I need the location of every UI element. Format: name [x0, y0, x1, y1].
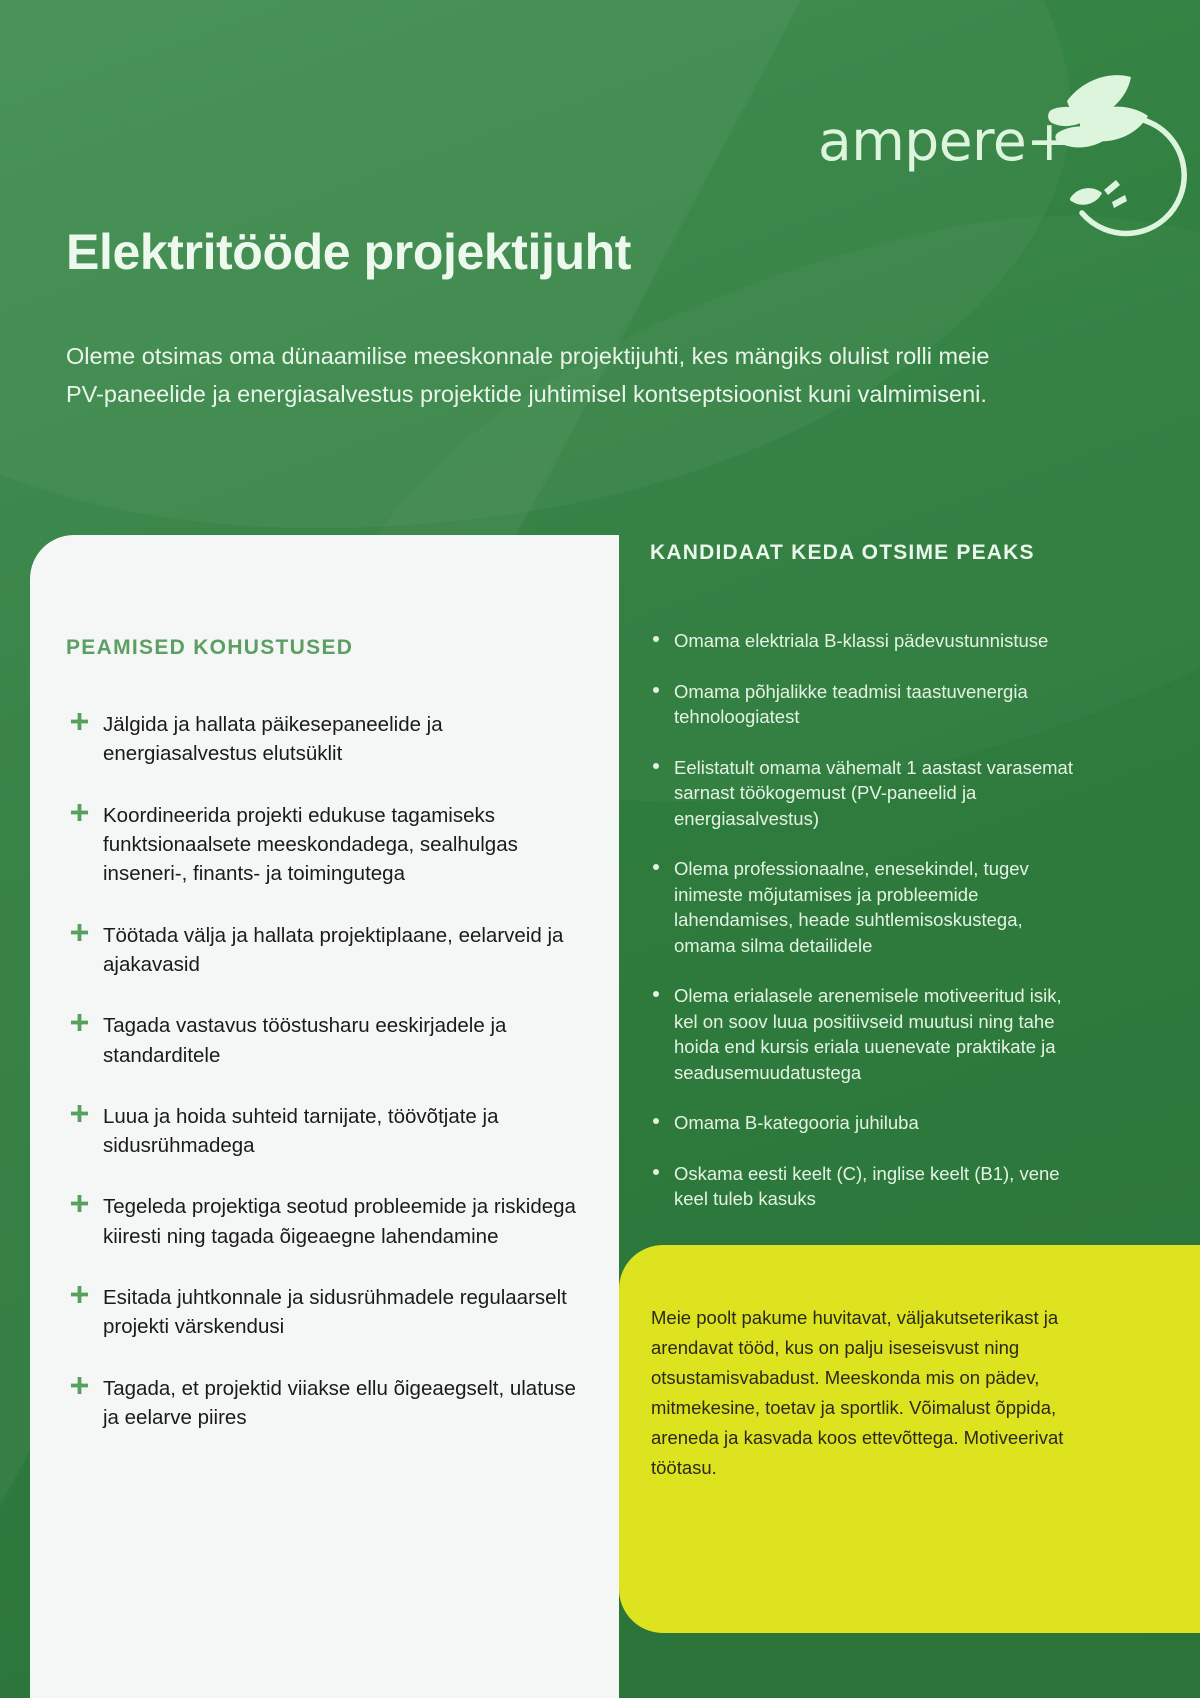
requirements-list [650, 628, 1082, 1237]
list-item-text: Omama põhjalikke teadmisi taastuvenergia tehnoloogiatest [674, 680, 1028, 728]
list-item-text: Luua ja hoida suhteid tarnijate, töövõtjate ja sidusrühmadega [103, 1104, 499, 1158]
requirements-heading: KANDIDAAT KEDA OTSIME PEAKS [650, 541, 1035, 564]
list-item-text: Omama B-kategooria juhiluba [674, 1112, 919, 1134]
plus-icon [70, 1104, 89, 1123]
list-item [650, 1110, 1082, 1136]
list-item-text: Töötada välja ja hallata projektiplaane, eelarveid ja ajakavasid [103, 923, 564, 976]
offer-box [619, 1245, 1200, 1633]
dot-icon [653, 687, 659, 693]
brand-logo [818, 62, 1148, 222]
dot-icon [653, 991, 659, 997]
list-item [64, 1283, 592, 1342]
dot-icon [653, 864, 659, 870]
page-title: Elektritööde projektijuht [66, 224, 632, 280]
plus-icon [70, 1376, 89, 1395]
list-item [650, 628, 1082, 654]
list-item [650, 755, 1082, 832]
list-item-text: Esitada juhtkonnale ja sidusrühmadele regulaarselt projekti värskendusi [103, 1286, 567, 1339]
list-item-text: Olema professionaalne, enesekindel, tugev inimeste mõjutamises ja probleemide lahendamises, heade suhtlemisoskustega, omama silma detailidele [674, 858, 1029, 956]
list-item-text: Jälgida ja hallata päikesepaneelide ja energiasalvestus elutsüklit [103, 713, 443, 766]
duties-card [30, 535, 619, 1698]
list-item-text: Oskama eesti keelt (C), inglise keelt (B1), vene keel tuleb kasuks [674, 1162, 1060, 1210]
plus-icon [70, 803, 89, 822]
brand-name: ampere [818, 109, 1027, 173]
plus-icon [70, 923, 89, 942]
list-item [650, 983, 1082, 1085]
list-item [650, 856, 1082, 958]
list-item-text: Koordineerida projekti edukuse tagamiseks funktsionaalsete meeskondadega, sealhulgas inseneri-, finants- ja toimingutega [103, 803, 518, 886]
offer-text: Meie poolt pakume huvitavat, väljakutseterikast ja arendavat tööd, kus on palju iseseisvust ning otsustamisvabadust. Meeskonda mis on pädev, mitmekesine, toetav ja sportlik. Võimalust õppida, areneda ja kasvada koos ettevõttega. Motiveerivat töötasu. [651, 1307, 1064, 1478]
plus-icon [70, 1013, 89, 1032]
list-item [64, 921, 592, 980]
dot-icon [653, 636, 659, 642]
list-item-text: Omama elektriala B-klassi pädevustunnistuse [674, 630, 1049, 651]
dot-icon [653, 1169, 659, 1175]
brand-wordmark [818, 109, 1072, 173]
list-item [64, 1374, 592, 1433]
plug-icon [1070, 180, 1127, 208]
list-item-text: Tagada, et projektid viiakse ellu õigeaegselt, ulatuse ja eelarve piires [103, 1376, 576, 1429]
list-item [64, 801, 592, 889]
list-item [64, 1011, 592, 1070]
list-item-text: Tagada vastavus tööstusharu eeskirjadele ja standarditele [103, 1014, 507, 1067]
plus-icon [70, 1194, 89, 1213]
plus-icon [70, 1285, 89, 1304]
intro-paragraph: Oleme otsimas oma dünaamilise meeskonnale projektijuhti, kes mängiks olulist rolli meie PV-paneelide ja energiasalvestus projektide juhtimisel kontseptsioonist kuni valmimiseni. [66, 343, 990, 408]
list-item [650, 1161, 1082, 1212]
list-item [650, 679, 1082, 730]
dot-icon [653, 1118, 659, 1124]
duties-heading: PEAMISED KOHUSTUSED [66, 636, 354, 659]
brand-plus: + [1026, 109, 1072, 173]
list-item [64, 1102, 592, 1161]
plus-icon [70, 712, 89, 731]
list-item-text: Eelistatult omama vähemalt 1 aastast varasemat sarnast töökogemust (PV-paneelid ja energiasalvestus) [674, 756, 1073, 829]
list-item [64, 1192, 592, 1251]
list-item-text: Olema erialasele arenemisele motiveeritud isik, kel on soov luua positiivseid muutusi ning tahe hoida end kursis eriala uuenevate praktikate ja seadusemuudatustega [674, 985, 1062, 1083]
list-item [64, 710, 592, 769]
dot-icon [653, 763, 659, 769]
list-item-text: Tegeleda projektiga seotud probleemide ja riskidega kiiresti ning tagada õigeaegne lahendamine [103, 1195, 576, 1248]
duties-list [64, 710, 592, 1464]
